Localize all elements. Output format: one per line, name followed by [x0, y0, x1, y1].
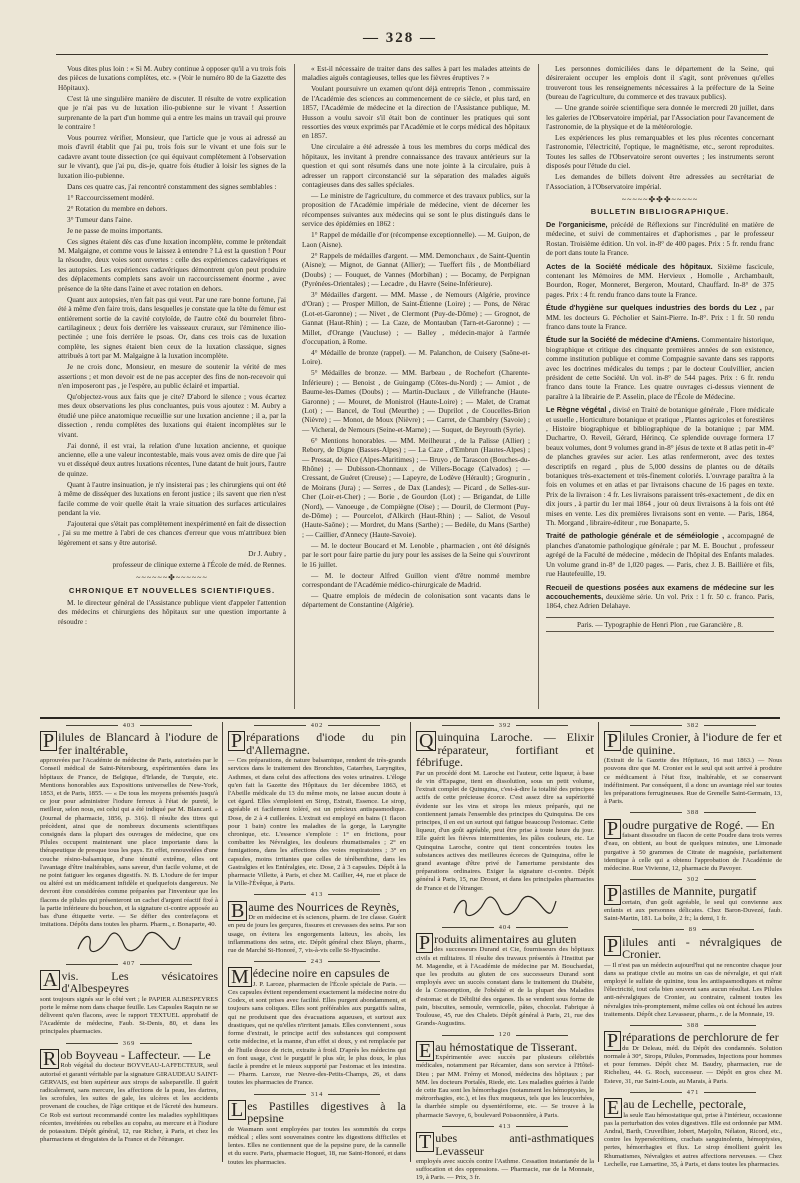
- drop-cap: P: [604, 819, 621, 839]
- advert-text: employés avec succès contre l'Asthme. Cessation instantanée de la suffocation et des oppressions. — Pharmacie, rue de la Monnaie, 19, à Paris. — Prix, 3 fr.: [416, 1158, 594, 1182]
- advert-title-text: es Pastilles digestives à la pepsine: [247, 1098, 406, 1126]
- advert-title-text: astilles de Mannite, purgatif: [622, 884, 757, 899]
- bibliography-entry: [546, 405, 774, 527]
- article-paragraph: 6° Mentions honorables. — MM. Meilheurat , de la Palisse (Allier) ; Rebory, de Digne (Basses-Alpes) ; — La Caze , d'Embrun (Hautes-Alpes) ; — Pressat, de Nice (Alpes-Maritimes) ; — Bruyo , de Tarascon (Bouches-du-Rhône) ; — Dubisson-Chonnaux , de Villers-Bocage (Calvados) ; — Cressant, de Guéret (Creuse) ; — Lapeyre, de Lodève (Hérault) ; Grognurin , de Moirans (Jura) ; — Serres , de Dax (Landes); — Picard , de Selles-sur-Cher (Loir-et-Cher) ; — Borie , de Gourdon (Lot) ; — Brigandat, de Lille (Nord), — Vanoeuge , de Compiègne (Oise) ; — Douril, de Clermont (Puy-de-Dôme) ; — Pourcelot, d'Alkirch (Haut-Rhin) ; — Saliot, de Vesoul (Haute-Saône) ; — Mordret, du Mans (Sarthe) ; — Bedèle, du Mans (Sarthe) ; — Caillier, d'Annecy (Haute-Savoie).: [302, 435, 530, 539]
- advert-text: des successeurs Durand et Cie, fournisseurs des hôpitaux civils et militaires. Il résulte des travaux présentés à l'Institut par M. Magendie, et à l'Académie de médecine par M. Bouchardat, que les produits au gluten de ces successeurs Durand sont employés avec un succès constant dans le traitement du Diabète, de la Consomption, de l'obésité et de la plupart des Maladies d'estomac et de Débilité des organes. Ils se vendent sous forme de pain, biscuites, semoule, vermicelle, pâtes, chocolat. Fabrique à Toulouse, 45, rue des Chalets. Dépôt général à Paris, 21, rue des Grands-Augustins.: [416, 946, 594, 1028]
- advert-text: sont toujours signés sur le côté vert ; le PAPIER ALBESPEYRES porte le même nom dans chaque feuille. Les Capsules Raquin ne se délivrent qu'en flacons, avec le rapport TEXTUEL approbatif de l'Académie de médecine, Faub. St-Denis, 80, et dans les principales pharmacies.: [40, 995, 218, 1036]
- bibliography-entry-text: précédé de Réflexions sur l'incrédulité en matière de médecine, et suivi de commentaires et d'aphorismes , par le professeur Rostan. Troisième édition. Un vol. in-8° de 400 pages. Prix : 5 fr. rendu franc de port dans toute la France.: [546, 219, 774, 258]
- article-paragraph: Quant aux autopsies, n'en fait pas qui veut. Par une rare bonne fortune, j'ai été à même d'en faire trois, dans lesquelles je constate que la tête du fémur est entièrement sortie de la cavité cotyloïde, de l'autre côté du bourrelet fibro-cartilagineux ; deux fois derrière les vaisseaux cruraux, sur l'éminence ilio-pectinée ; une fois derrière le psoas. Or, dans ces trois cas de luxation complète, les signes étaient bien ceux de la luxation classique, signes attribués à tort par M. Malgaigne à la luxation incomplète.: [58, 294, 286, 361]
- advert-title: [228, 966, 406, 989]
- article-paragraph: Les expériences les plus remarquables et les plus récentes concernant l'astronomie, l'électricité, l'optique, le magnétisme, etc., seront reproduites. Toutes les salles de l'Observatoire seront ouvertes ; les instruments seront disposés pour l'étude du ciel.: [546, 133, 774, 171]
- article-paragraph: Une circulaire a été adressée à tous les membres du corps médical des hôpitaux, les invitant à prendre connaissance des travaux antérieurs sur la question et qui sont résumés dans une note jointe à la circulaire, puis à adresser un rapport circonstancié sur la séparation des malades aiguës contagieuses dans des salles spéciales.: [302, 142, 530, 190]
- drop-cap: P: [604, 936, 621, 956]
- advert-number: 413: [228, 891, 406, 899]
- bibliography-entry: [546, 220, 774, 258]
- advert-title-text: roduits alimentaires au gluten: [434, 931, 577, 946]
- article-paragraph: 3° Tumeur dans l'aine.: [67, 214, 133, 224]
- advertisement: [228, 722, 406, 888]
- header-rule: [56, 54, 768, 55]
- article-paragraph: Quant à l'autre insinuation, je n'y insisterai pas ; les chirurgiens qui ont été à même de disséquer des luxations en feront justice ; ils savent que rien n'est facile comme de voir quelle était la vraie situation des surfaces articulaires pendant la vie.: [58, 479, 286, 517]
- drop-cap: P: [416, 933, 433, 953]
- advertisement: [604, 1089, 782, 1169]
- advert-title-text: aume des Nourrices de Reynès,: [248, 899, 400, 914]
- article-paragraph: 4° Médaille de bronze (rappel). — M. Palanchon, de Cuisery (Saône-et-Loire).: [302, 347, 530, 367]
- advert-title-text: édecine noire en capsules de: [252, 966, 390, 981]
- advertisement: [416, 1123, 594, 1183]
- advert-content: [604, 936, 782, 1019]
- advert-text: J. P. Laroze, pharmacien de l'École spéciale de Paris. — Ces capsules évitent rependement exactement la médecine noire du Codex, et sont prises avec facilité. Elles purgent abondamment, et toujours sans coliques. Elles sont préférables aux purgatifs salins, qui ne produisent que des évacuations aqueuses, et surtout aux drastiques, qui ne qu'elles n'irritent jamais. Elles conviennent , sous forme d'extrait, le principe actif des substances qui composent cette médecine, et la manne, d'un effet si doux, y est remplacée par de l'huile douce de ricin, extraite à froid. D'après les médecins qui en font usage, c'est le purgatif le plus sûr, le plus doux, le plus facile à prendre et le mieux supporté par l'estomac et les intestins. — Pharm. Laroze, rue Neuve-des-Petits-Champs, 26, et dans toutes les pharmacies de France.: [228, 980, 406, 1087]
- author-signature: Dr J. Aubry ,: [248, 548, 286, 558]
- advert-content: [228, 967, 406, 1087]
- advert-title-text: oudre purgative de Rogé. — En: [622, 817, 775, 832]
- advertisement: [416, 722, 594, 921]
- advert-title-text: ob Boyveau - Laffecteur. — Le: [60, 1047, 211, 1062]
- advert-content: [604, 819, 782, 874]
- advert-column: [40, 722, 218, 1162]
- drop-cap: E: [604, 1098, 622, 1118]
- advert-number: 243: [228, 958, 406, 966]
- advert-title: [604, 1030, 782, 1053]
- advert-content: [228, 1100, 406, 1167]
- advert-title-text: au hémostatique de Tisserant.: [435, 1039, 578, 1054]
- advert-text: la seule Eau hémostatique qui, prise à l'intérieur, occasionne pas la perturbation des voies digestives. Elle est ordonnée par MM. Andral, Barth, Cruveilhier, Jobert, Marjolin, Nélaton, Ricord, etc., contre les hypersécrétions, crachats sanguinolents, hémoptysies, pertes, hémorrhagies et flux. Le sirop émollient guérit les Rhumatismes, Névralgies et autres affections nerveuses. — Chez Lechelle, rue Lamartine, 35, à Paris, et dans toutes les pharmacies.: [604, 1111, 782, 1168]
- bibliography-entry: [546, 303, 774, 331]
- bibliography-entry-title: De l'organicisme,: [546, 219, 608, 229]
- bibliography-entry-title: Actes de la Société médicale des hôpitaux.: [546, 261, 713, 271]
- chronique-text: [58, 598, 286, 626]
- right-column: [546, 64, 774, 709]
- advert-title: [416, 731, 594, 769]
- article-paragraph: — Une grande soirée scientifique sera donnée le mercredi 20 juillet, dans les galeries de l'Observatoire impérial, par l'Association pour l'avancement de l'astronomie, de la physique et de la météorologie.: [546, 103, 774, 132]
- advert-number: 120: [416, 1031, 594, 1039]
- advertisement: [228, 1091, 406, 1167]
- article-paragraph: J'ajouterai que s'était pas complètement inexpérimenté en fait de dissection , j'ai su me mettre à l'abri de ces chances d'erreur que vous m'attribuez bien légèrement et sans y être autorisé.: [58, 519, 286, 547]
- article-paragraph: — Quatre emplois de médecin de colonisation sont vacants dans le département de Constantine (Algérie).: [302, 591, 530, 610]
- advert-divider: [222, 722, 223, 1162]
- advert-number: 302: [604, 876, 782, 884]
- drop-cap: B: [228, 901, 247, 921]
- bibliography-entry-text: Sixième fascicule, contenant les Mémoires de MM. Hervieux , Homolle , Archambault, Bourdon, Roger, Monneret, Bergeron, Moutard, Chauffard. In-8° de 375 pages. Prix : 4 fr. rendu franco dans toute la France.: [546, 261, 774, 299]
- article-paragraph: Les personnes domiciliées dans le département de la Seine, qui désireraient occuper les emplois dont il s'agit, sont prévenues qu'elles trouveront tous les renseignements nécessaires à la préfecture de la Seine (bureau de l'agriculture, du commerce et des travaux publics).: [546, 64, 774, 102]
- advert-number: 407: [40, 960, 218, 968]
- ornament-divider: ~~~~~✤✤✤~~~~~: [621, 195, 699, 205]
- advertisement: [40, 960, 218, 1036]
- advert-number: 404: [416, 924, 594, 932]
- advert-content: [416, 731, 594, 921]
- article-paragraph: Je ne crois donc, Monsieur, en mesure de soutenir la vérité de mes assertions ; et mon devoir est de ne pas accepter des fins de non-recevoir qui n'en imposeront pas , je l'espère, au public éclairé et impartial.: [58, 362, 286, 390]
- advertisement: [604, 722, 782, 806]
- advert-content: [228, 731, 406, 888]
- advert-text: — Il n'est pas un médecin aujourd'hui qui ne rencontre chaque jour dans sa pratique civile au moins un cas de névralgie, et qui n'ait employé le sulfate de quinine, tous les antispasmodiques et même l'électricité, tout cela bien souvent sans aucun résultat. Les Pilules anti-névralgiques de Cronier, au contraire, calment toutes les névralgies très-promptement, même celles où ont échoué les autres traitements. Dépôt chez Levasseur, pharm., r. de la Monnaie, 19.: [604, 961, 782, 1018]
- advert-title-text: ilules Cronier, à l'iodure de fer et de quinine.: [622, 730, 782, 757]
- article-paragraph: Voulant poursuivre un examen qu'ont déjà entrepris Tenon , commissaire de l'Académie des sciences au commencement de ce siècle, et plus tard, en 1857, l'Académie de médecine et la direction de l'Assistance publique, M. Husson a voulu savoir s'il était bon de continuer les pratiques qui sont ressorties des vœux exprimés par l'Académie et le corps médical des hôpitaux en 1857.: [302, 84, 530, 141]
- article-paragraph: 1° Raccourcissement modéré.: [67, 192, 155, 202]
- section-title-bulletin: BULLETIN BIBLIOGRAPHIQUE.: [590, 207, 730, 217]
- drop-cap: L: [228, 1100, 246, 1120]
- advertisement: [416, 1031, 594, 1119]
- article-paragraph: 1° Rappel de médaille d'or (récompense exceptionnelle). — M. Guipon, de Laon (Aisne).: [302, 230, 530, 249]
- advert-title: [416, 1132, 594, 1157]
- advertisement: [416, 924, 594, 1029]
- advert-content: [40, 970, 218, 1037]
- page-number: — 328 —: [363, 30, 437, 46]
- advertisement: [604, 809, 782, 873]
- article-paragraph: — M. le docteur Boucard et M. Lenoble , pharmacien , ont été désignés par le sort pour faire partie du jury pour les assises de la Seine qui s'ouvriront le 16 juillet.: [302, 540, 530, 569]
- article-paragraph: — Le ministre de l'agriculture, du commerce et des travaux publics, sur la proposition de l'Académie impériale de médecine, vient de décerner les récompenses suivantes aux médecins qui se sont le plus distingués dans le service des épidémies en 1862 :: [302, 191, 530, 229]
- drop-cap: E: [416, 1041, 434, 1061]
- drop-cap: R: [40, 1049, 59, 1069]
- article-paragraph: — M. le docteur Alfred Guillon vient d'être nommé membre correspondant de l'Académie médico-chirurgicale de Madrid.: [302, 570, 530, 590]
- advert-title: [604, 1097, 782, 1119]
- left-article: [58, 64, 286, 547]
- advert-title: [40, 1047, 218, 1070]
- advert-title: [228, 731, 406, 756]
- advertisement: [604, 876, 782, 923]
- article-paragraph: Dans ces quatre cas, j'ai rencontré constamment des signes semblables :: [67, 181, 277, 191]
- advert-content: [604, 731, 782, 806]
- advert-content: [40, 731, 218, 957]
- article-paragraph: 3° Médailles d'argent. — MM. Masse , de Nemours (Algérie, province d'Oran) ; — Prosper Millon, de Saint-Étienne (Loire) ; — Pons, de Nérac (Lot-et-Garonne) ; — Nivet , de Clermont (Puy-de-Dôme) ; — Grognot, de Gannat (Haut-Rhin) ; — La Caze, de Montauban (Tarn-et-Garonne) ; — Millet, d'Orange (Vaucluse) ; — Balley , médecin-major à l'armée d'occupation, à Rome.: [302, 289, 530, 346]
- advert-title-text: réparations de perchlorure de fer: [622, 1030, 779, 1045]
- advert-band-rule: [40, 717, 780, 719]
- advert-content: [604, 1098, 782, 1169]
- drop-cap: P: [604, 731, 621, 751]
- page-header: [0, 30, 800, 47]
- bibliography-entry-title: Traité de pathologie générale et de séméiologie ,: [546, 531, 725, 541]
- advert-title-text: vis. Les vésicatoires d'Albespeyres: [61, 968, 218, 996]
- advert-title-text: ilules de Blancard à l'iodure de fer inaltérable,: [58, 730, 218, 757]
- advert-content: [416, 1132, 594, 1183]
- advert-title-text: au de Lechelle, pectorale,: [623, 1097, 747, 1111]
- advert-column: [228, 722, 406, 1166]
- handwritten-signature: [74, 931, 184, 955]
- advert-text: faisant dissoudre un flacon de cette Poudre dans trois verres d'eau, on obtient, au bout de quelques minutes, une Limonade purgative à 50 grammes de Citrate de magnésie, parfaitement identique à celle qui a obtenu l'approbation de l'Académie de médecine. Rue Vivienne, 12, pharmacie du Pavoyer.: [604, 832, 782, 872]
- bibliography-entry-text: par MM. les docteurs G. Pécholier et Saint-Pierre. In-8°. Prix : 1 fr. 50 rendu franco dans toute la France.: [546, 303, 774, 331]
- column-divider: [538, 64, 539, 709]
- article-paragraph: Vous pourrez vérifier, Monsieur, que l'article que je vous ai adressé au mois d'avril établit que j'ai pu, trois fois sur le vivant et une fois sur le cadavre avant toute dissection (ce qui équivaut complètement à l'observation sur le vivant), que j'ai pu, dis-je, quatre fois étudier à loisir les signes de la luxation ilio-pubienne.: [58, 133, 286, 180]
- drop-cap: A: [40, 970, 60, 990]
- article-paragraph: Je ne passe de moins importants.: [67, 225, 163, 235]
- advert-column: [416, 722, 594, 1182]
- bibliography-entry-text: accompagné de planches d'anatomie pathologique générale ; par M. E. Bouchut , professeur agrégé de la Faculté de médecine , médecin de l'hôpital des Enfants malades. Un volume grand in-8° de 1,020 pages. — Paris, chez J. B. Baillière et fils, rue Hautefeuille, 19.: [546, 531, 775, 579]
- middle-article: [302, 64, 530, 610]
- article-paragraph: M. le directeur général de l'Assistance publique vient d'appeler l'attention des médecins et chirurgiens des hôpitaux sur une question importante à résoudre :: [58, 598, 286, 626]
- advert-divider: [410, 722, 411, 1162]
- bibliography-entry-title: Étude sur la Société de médecine d'Amiens.: [546, 335, 700, 345]
- printer-imprint: Paris. — Typographie de Henri Plon , rue Garancière , 8.: [546, 617, 774, 632]
- advert-title-text: uinquina Laroche. — Elixir réparateur, fortifiant et fébrifuge.: [416, 730, 594, 770]
- advert-text: Dr en médecine et ès sciences, pharm. de 1re classe. Guérit en peu de jours les gerçures, fissures et crevasses des seins. Par son usage, on évitera les engorgements laiteux, les abcès, les inflammations des seins, etc. Dépôt général chez Blayn, pharm., rue de Marché St-Honoré, 7, vis-à-vis celle St-Hyacinthe.: [228, 914, 406, 954]
- advert-number: 369: [40, 1040, 218, 1048]
- article-paragraph: Les demandes de billets doivent être adressées au secrétariat de l'Association, à l'Observatoire impérial.: [546, 172, 774, 191]
- advert-content: [604, 885, 782, 923]
- left-column: [58, 64, 286, 709]
- section-title-chronique: CHRONIQUE ET NOUVELLES SCIENTIFIQUES.: [68, 585, 276, 595]
- article-paragraph: C'est là une singulière manière de discuter. Il résulte de votre explication que je n'ai pas vu de luxation ilio-pubienne sur le vivant ! Assertion surprenante de la part d'un homme qui a entre les mains un travail qui prouve le contraire !: [58, 93, 286, 132]
- article-paragraph: J'ai donné, il est vrai, la relation d'une luxation ancienne, et quoique ancienne, elle a une valeur incontestable, mais vous avez omis de dire que j'ai vu et disséqué deux autres luxations récentes, l'une datant de huit jours, l'autre de quinze.: [58, 440, 286, 478]
- advert-column: [604, 722, 782, 1168]
- advert-title: [604, 936, 782, 961]
- drop-cap: M: [228, 967, 252, 987]
- advert-text: approuvées par l'Académie de médecine de Paris, autorisées par le Conseil médical de Saint-Pétersbourg, expérimentées dans les hôpitaux de France, de Belgique, d'Irlande, de Turquie, etc. Mentions honorables aux Expositions universelles de New-York, 1853, et de Paris, 1855. — « De tous les moyens présentés jusqu'à ce jour pour administrer l'iodure ferreux à l'état de pureté, le meilleur, selon nous, est celui qui a été indiqué par M. Blancard. » (Journal de pharmacie, 1856, p. 316). Il résulte des titres qui précèdent, ainsi que de nombreux documents scientifiques consignés dans la plupart des ouvrages de médecine, que ces Pilules occupent maintenant une place importante dans la thérapeutique de presque tous les pays. En effet, renouvelées d'une couche résino-balsamique, d'une ténuité extrême, elles ont l'avantage d'être inaltérables, sans saveur, d'un facile volume, et de ne point fatiguer les organes digestifs. N. B. L'iodure de fer impur ou altéré est un médicament infidèle et quelquefois dangereux. Ne devront être considérées comme préparées par l'inventeur que les flacons de pilules qui présenteront un cachet d'argent réactif fixé à la partie inférieure du bouchon, et la signature ci-contre apposée au bas d'une étiquette verte. — Se défier des contrefaçons et imitations. Dépôts dans toutes les pharm. Pharm., r. Bonaparte, 40.: [40, 757, 218, 929]
- advert-text: Rob végétal du docteur BOYVEAU-LAFFECTEUR, seul autorisé et garanti véritable par la signature GIRAUDEAU SAINT-GERVAIS, est bien supérieur aux sirops de salsepareille. Il guérit radicalement, sans mercure, les affections de la peau, les dartres, les scrofules, les suites de gale, les ulcères et les accidents provenant de couches, de l'âge critique et de l'âcreté des humeurs. Ce Rob est surtout recommandé contre les maladies syphilitiques récentes, invétérées ou rebelles au copahu, au mercure et à l'iodure de potassium. Dépôt général, 12, rue Richer, à Paris, et chez les pharmaciens et droguistes de la France et de l'étranger.: [40, 1062, 218, 1144]
- article-paragraph: 5° Médailles de bronze. — MM. Barbeau , de Rochefort (Charente-Inférieure) ; — Benoist , de Guingamp (Côtes-du-Nord) ; — Amiot , de Baume-les-Dames (Doubs) ; — Martin-Duclaux , de Villefranche (Haute-Garonne) ; — Mouret, de Monistrol (Haute-Loire) ; — Malet, de Cramat (Lot) ; — Bancel, de Toul (Meurthe) ; — Duprilot , de Coucelles-Brion (Nièvre) ; — Monot, de Moux (Nièvre) ; — Carret, de Chambéry (Savoie) ; — Vicheral, de Nemours (Seine-et-Marne) ; — Suquet, de Beyrouth (Syrie).: [302, 368, 530, 434]
- advert-text: du Dr Deleau, méd. du Dépôt des condamnés. Solution normale à 30°, Sirops, Pilules, Pommades, Injections pour hommes et pour femmes. Dépôt chez M. Baudry, pharmacien, rue de Richelieu, 44. G. Roch, successeur. — Dépôt en gros chez M. Esteve, 31, rue Saint-Louis, au Marais, à Paris.: [604, 1044, 782, 1085]
- advert-title-text: ubes anti-asthmatiques Levasseur: [435, 1131, 594, 1158]
- advert-content: [228, 901, 406, 956]
- bibliography-entry: [546, 262, 774, 300]
- column-divider: [294, 64, 295, 709]
- advert-title-text: réparations d'iode du pin d'Allemagne.: [246, 730, 406, 757]
- bibliography-entry-title: Le Règne végétal ,: [546, 405, 611, 415]
- advert-title: [604, 884, 782, 907]
- article-paragraph: « Est-il nécessaire de traiter dans des salles à part les malades atteints de maladies aiguës contagieuses, telles que les fièvres éruptives ? »: [302, 64, 530, 83]
- advert-number: 388: [604, 1022, 782, 1030]
- bibliography-entry: [546, 531, 774, 578]
- advert-content: [40, 1049, 218, 1145]
- advert-title: [416, 931, 594, 954]
- advert-title: [40, 731, 218, 756]
- drop-cap: Q: [416, 731, 436, 751]
- bibliography-entry-text: Commentaire historique, biographique et critique des cinquante premières années de son existence, comme institution publique et comme Compagnie savante dans ses rapports avec les doctrines médicales du temps ; par le docteur Coulvillier, ancien président de cette Société. Un vol. in-8° de 544 pages. Prix : 6 fr. rendu franco dans toute la France. Les quatre ouvrages ci-dessus viennent de paraître à la librairie de P. Asselin, place de l'École de Médecine.: [546, 335, 775, 401]
- bibliography-entry-title: Étude d'hygiène sur quelques industries des bords du Lez ,: [546, 303, 762, 313]
- advert-title-text: ilules anti - névralgiques de Cronier.: [622, 934, 782, 962]
- advert-number: 413: [416, 1123, 594, 1131]
- bibliography-entry: [546, 335, 774, 401]
- advert-number: 403: [40, 722, 218, 730]
- bibliography-list: [546, 220, 774, 611]
- drop-cap: P: [604, 885, 621, 905]
- advert-number: 388: [604, 809, 782, 817]
- bibliography-entry-text: deuxième série. Un vol. Prix : 1 fr. 50 c. franco. Paris, 1864, chez Adrien Delahaye.: [546, 591, 774, 611]
- advert-number: 382: [604, 722, 782, 730]
- advert-number: 402: [228, 722, 406, 730]
- advert-text: de Wasmann sont employées par toutes les sommités du corps médical ; elles sont souveraines contre les digestions difficiles et lentes. Elles ne contiennent que de la pepsine pure, de la cannelle et du sucre. Paris, pharmacie Hoguet, 18, rue Saint-Honoré, et dans toutes les pharmacies.: [228, 1125, 406, 1166]
- bibliography-entry: [546, 583, 774, 611]
- advert-title: [416, 1039, 594, 1062]
- advert-title: [604, 817, 782, 840]
- advert-text: Par un procédé dont M. Laroche est l'auteur, cette liqueur, à base de vin d'Espagne, tient en dissolution, sous un petit volume, l'extrait complet de Quinquina, c'est-à-dire la totalité des principes actifs de cette précieuse écorce. C'est assez dire sa supériorité évidente sur les vins et sirops les mieux préparés, qui ne contiennent jamais l'ensemble des principes du Quinquina. De ces principes, il en est un surtout qui fatigue beaucoup l'estomac. Cette liqueur, d'un goût agréable, peut être prise à toute heure du jour. Elle guérit les fièvres intermittentes, les pâles couleurs, etc. Le Quinquina Laroche, contre qui tient concentrées toutes les substances actives des meilleures écorces de Quinquina, offre le grand avantage d'être privé de l'amertume persistante des préparations ordinaires. Exiger la signature ci-contre. Dépôt général à Paris, 15, rue Drouot, et dans les principales pharmacies de France et de l'étranger.: [416, 769, 594, 892]
- article-paragraph: 2° Rotation du membre en dehors.: [67, 203, 168, 213]
- bibliography-entry-title: Recueil de questions posées aux examens de médecine sur les accouchements,: [546, 582, 774, 601]
- article-paragraph: 2° Rappels de médailles d'argent. — MM. Demonchaux , de Saint-Quentin (Aisne); — Mignot, de Gannat (Allier); — Tueffert fils , de Montbéliard (Doubs) ; — Fouquet, de Vannes (Morbihan) ; — Bocamy, de Perpignan (Pyrénées-Orientales) ; — Lecadre , du Havre (Seine-Inférieure).: [302, 250, 530, 288]
- article-paragraph: Vous dites plus loin : « Si M. Aubry continue à opposer qu'il a vu trois fois des pièces de luxations complètes, etc. » (Voir le numéro 80 de la Gazette des Hôpitaux).: [58, 64, 286, 92]
- handwritten-signature: [450, 895, 560, 919]
- drop-cap: P: [604, 1031, 621, 1051]
- article-paragraph: Ces signes étaient dès cas d'une luxation incomplète, comme le prétendait M. Malgaigne, et comme vous le laissez à entendre ? Là est la question ! Pour la résoudre, deux voies sont ouvertes : celle des expériences cadavériques et les autopsies. Les expériences cadavériques démontrent qu'on peut produire des déplacements complets sans avoir un raccourcissement énorme , avec présence de la tête dans l'aine et avec rotation en dehors.: [58, 236, 286, 293]
- middle-column: [302, 64, 530, 709]
- advert-content: [416, 1041, 594, 1120]
- advert-text: (Extrait de la Gazette des Hôpitaux, 16 mai 1863.) — Nous pouvons dire que M. Cronier est le seul qui soit arrivé à produire ce médicament à l'état fixe, inaltérable, et se conservant indéfiniment. Par conséquent, il a donc un avantage réel sur toutes les préparations ferrugineuses. Rue de Grenelle Saint-Germain, 13, à Paris.: [604, 757, 782, 806]
- advert-title: [40, 970, 218, 995]
- drop-cap: P: [40, 731, 57, 751]
- advert-number: 89: [604, 926, 782, 934]
- bibliography-entry-text: divisé en Traité de botanique générale , Flore médicale et usuelle , Horticulture botanique et pratique , Plantes agricoles et forestières , Histoire biographique et bibliographique de la botanique ; par MM. Duchartre, O. Reveil, Gérard, Hérincq. Ce splendide ouvrage formera 17 beaux volumes, dont 9 volumes grand in-8° jésus de texte et 8 atlas petit in-4° de planches gravées sur acier. Les atlas renfermeront, avec des textes descriptifs en regard , plus de 5,000 dessins de plantes ou de détails botaniques très-exactement et très-finement coloriés. L'ouvrage paraîtra à la fois en volumes et en atlas et par livraisons chacune de 16 pages en texte. Prix de la livraison : 4 fr. Les livraisons paraissent très-exactement , de dix en dix jours , à partir du 1er mai 1864 , jour où deux livraisons à la fois ont été mises en vente. Les dix premières livraisons sont en vente. — Paris, 1864, Th. Morgand , libraire-éditeur , rue Bonaparte, 5.: [546, 405, 775, 528]
- advert-text: Expérimentée avec succès par plusieurs célébrités médicales, notamment par Récamier, dans son service à l'Hôtel-Dieu ; par MM. Frémy et Monod, médecins des hôpitaux ; par MM. les docteurs Portalès, Riede, etc. Les maladies guéries à l'aide de cette Eau sont les hémorrhagies (notamment les hémoptysies, le métrorrhagies, etc.), et les flux muqueux, tels que les leucorrhées, la diarrhée simple ou dysentériforme, etc. — Se trouve à la pharmacie Savoye, 6, boulevard Poissonnière, à Paris.: [416, 1054, 594, 1119]
- article-paragraph: Qu'objectez-vous aux faits que je cite? D'abord le silence ; vous écartez mes deux observations les plus concluantes, puis vous ajoutez : M. Aubry a étudié une pièce anatomique recueillie sur une luxation ancienne ; il a, par la dissection , rendu complètes des luxations qui étaient incomplètes sur le vivant.: [58, 391, 286, 439]
- advertisement: [604, 1022, 782, 1086]
- drop-cap: T: [416, 1132, 434, 1152]
- advert-text: — Ces préparations, de nature balsamique, rendent de très-grands services dans le traitement des Bronchites, Catarrhes, Laryngites, Asthmes, et dans celui des affections des voies urinaires. L'éloge qu'en fait la Gazette des Hôpitaux du 1er décembre 1863, et l'Abeille médicale du 13 du même mois, ne laisse aucun doute à cet égard. Elles s'emploient en Sirop, Extrait, Essence. Le sirop, agréable et facilement toléré, est un précieux antispasmodique. Dose, de 2 à 4 cuillerées. L'extrait est employé en bains (1 flacon pour 1 bain) contre les maladies de la gorge, la Laryngite chronique, etc. L'essence s'emploie : 1° en frictions, pour combattre les Névralgies, les douleurs rhumatismales ; 2° en fumigations, dans les affections des voies respiratoires ; 3° en capsules, moins irritantes que celles de térébenthine, dans les Gastralgies et les Entéralgies, etc. Dose, 2 à 3 capsules. Dépôt à la pharmacie Villette, à Paris, et chez M. Caillier, 44, rue et place de la Ville-l'Évêque, à Paris.: [228, 757, 406, 888]
- advert-content: [416, 933, 594, 1029]
- advertisement: [40, 1040, 218, 1145]
- advert-title: [228, 899, 406, 922]
- advert-title: [228, 1100, 406, 1125]
- advertisement: [228, 958, 406, 1087]
- advert-number: 392: [416, 722, 594, 730]
- advert-content: [604, 1031, 782, 1086]
- advert-title: [604, 731, 782, 756]
- advertisement: [604, 926, 782, 1019]
- right-article: [546, 64, 774, 191]
- drop-cap: P: [228, 731, 245, 751]
- advertisement: [40, 722, 218, 957]
- advert-divider: [598, 722, 599, 1162]
- advert-number: 471: [604, 1089, 782, 1097]
- ornament-divider: ~~~~~~✤~~~~~~: [136, 573, 208, 583]
- author-title: professeur de clinique externe à l'École de méd. de Rennes.: [112, 559, 286, 569]
- advert-number: 314: [228, 1091, 406, 1099]
- advert-text: certain, d'un goût agréable, le seul qui convienne aux enfants et aux personnes délicates. Chez Baron-Duvezé, faub. Saint-Martin, 181. La boîte, 2 fr.; la demi, 1 fr.: [604, 898, 782, 923]
- advertisement: [228, 891, 406, 955]
